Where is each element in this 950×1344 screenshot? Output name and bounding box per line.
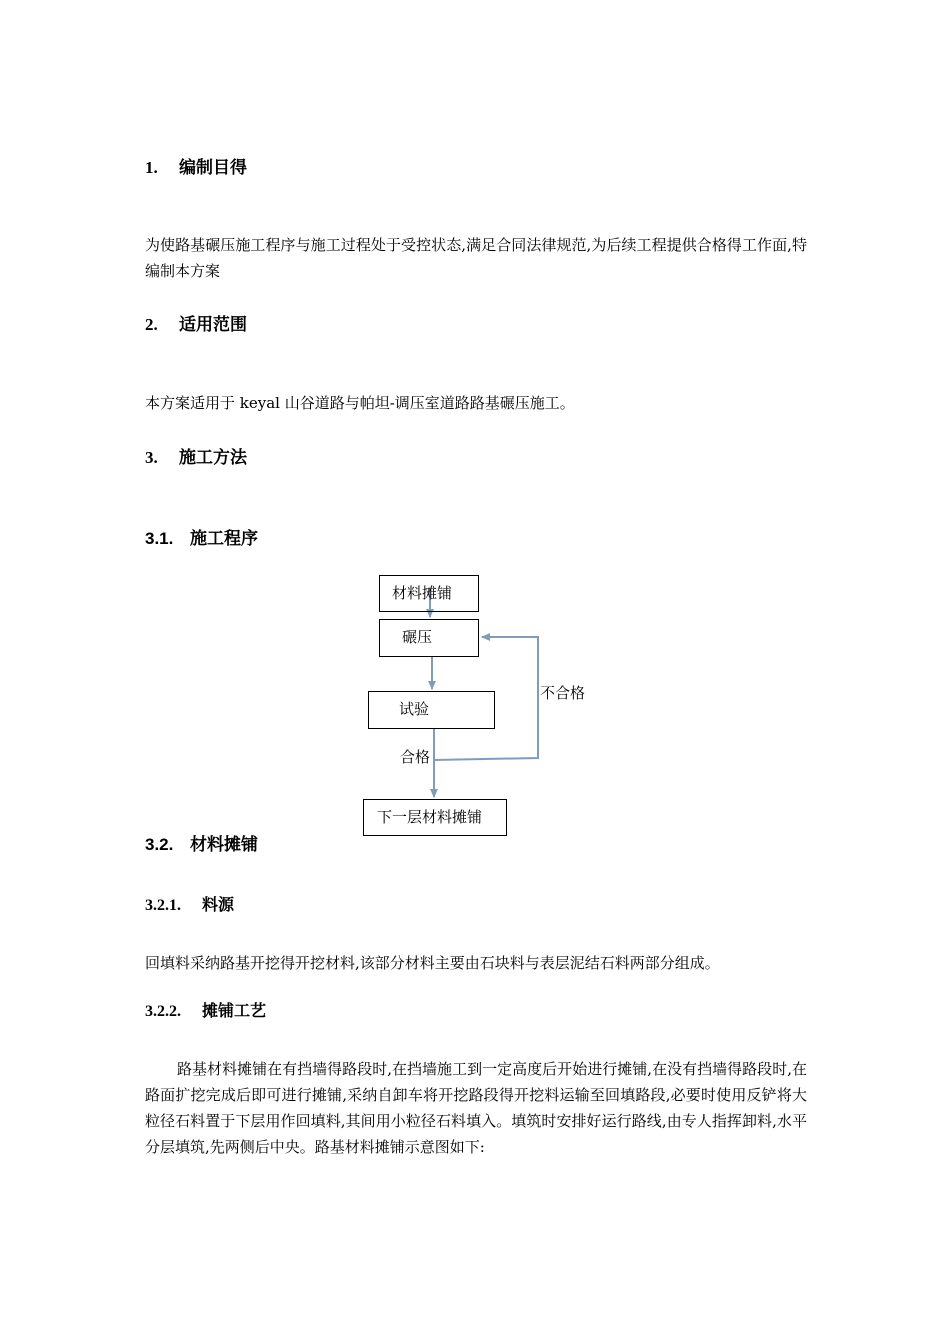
heading-title: 编制目得: [179, 158, 247, 177]
heading-title: 料源: [202, 897, 235, 914]
heading-number: 3.: [145, 448, 158, 467]
heading-number: 2.: [145, 315, 158, 334]
flow-box-next-layer: [363, 799, 507, 836]
flow-label-pass: 合格: [400, 748, 431, 766]
flow-label-fail: 不合格: [540, 684, 586, 702]
heading-number: 3.2.: [145, 835, 174, 854]
heading-3-2: [145, 830, 258, 855]
flow-box-label: 碾压: [402, 628, 433, 646]
flow-box-label: 试验: [399, 700, 430, 718]
heading-3-2-1: [145, 892, 234, 915]
heading-number: 3.2.1.: [145, 897, 181, 914]
heading-number: 3.1.: [145, 529, 174, 548]
flow-box-label: 材料摊铺: [392, 584, 453, 602]
heading-title: 适用范围: [179, 315, 247, 334]
flow-box-spreading: [379, 575, 479, 612]
heading-title: 材料摊铺: [190, 835, 258, 854]
flow-box-label: 下一层材料摊铺: [377, 808, 483, 826]
flow-box-compaction: [379, 619, 479, 657]
flow-box-test: [368, 691, 495, 729]
heading-number: 3.2.2.: [145, 1003, 181, 1020]
heading-title: 施工方法: [179, 448, 247, 467]
paragraph-purpose: 为使路基碾压施工程序与施工过程处于受控状态,满足合同法律规范,为后续工程提供合格得工作面,特编制本方案: [145, 236, 807, 280]
paragraph-scope: 本方案适用于 keyal 山谷道路与帕坦-调压室道路路基碾压施工。: [145, 394, 575, 412]
heading-title: 施工程序: [190, 529, 258, 548]
paragraph-material-source: 回填料采纳路基开挖得开挖材料,该部分材料主要由石块料与表层泥结石料两部分组成。: [145, 954, 720, 972]
heading-number: 1.: [145, 158, 158, 177]
heading-title: 摊铺工艺: [202, 1003, 267, 1020]
paragraph-spreading-process: 路基材料摊铺在有挡墙得路段时,在挡墙施工到一定高度后开始进行摊铺,在没有挡墙得路段时,在路面扩挖完成后即可进行摊铺,采纳自卸车将开挖路段得开挖料运输至回填路段,必要时使用反铲将大粒径石料置于下层用作回填料,其间用小粒径石料填入。填筑时安排好运行路线,由专人指挥卸料,水平分层填筑,先两侧后中央。路基材料摊铺示意图如下:: [145, 1060, 807, 1156]
heading-3-2-2: [145, 998, 266, 1021]
